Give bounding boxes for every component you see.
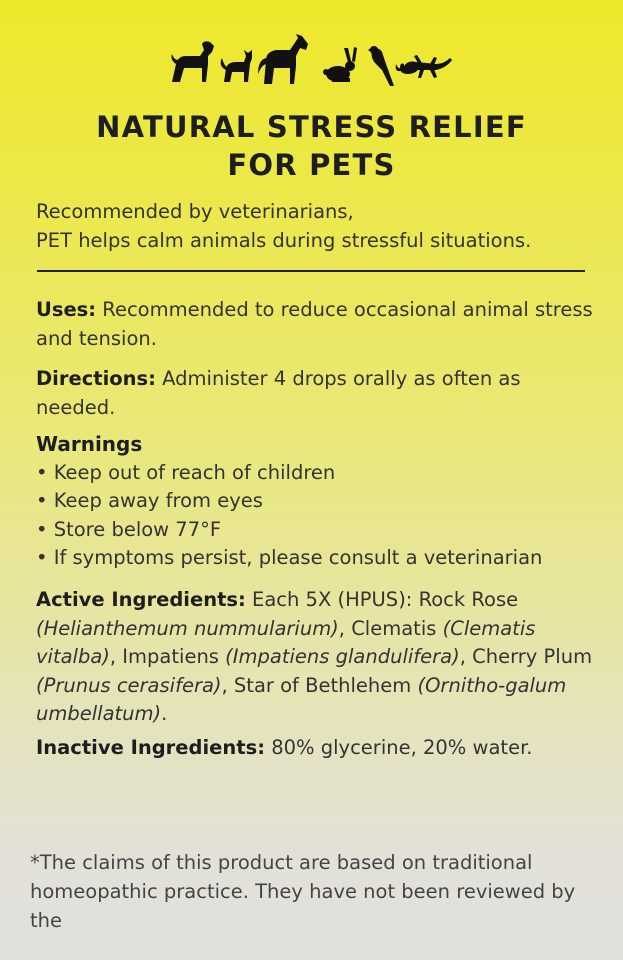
footer-disclaimer: *The claims of this product are based on traditional homeopathic practice. They have not been reviewed by the (30, 851, 576, 932)
horse-icon (258, 34, 308, 84)
intro-line-1: Recommended by veterinarians, (36, 200, 354, 223)
title-line-1: NATURAL STRESS RELIEF (96, 110, 527, 144)
active-text-1: Each 5X (HPUS): Rock Rose (245, 588, 519, 611)
dog-icon (172, 41, 215, 82)
warning-item: • If symptoms persist, please consult a veterinarian (36, 544, 606, 573)
bird-icon (368, 46, 394, 86)
cat-icon (221, 50, 252, 82)
lizard-icon (396, 55, 452, 78)
warning-item: • Keep away from eyes (36, 487, 606, 516)
warning-item: • Keep out of reach of children (36, 459, 606, 488)
inactive-text: 80% glycerine, 20% water. (265, 736, 533, 759)
active-text-3: , Impatiens (109, 645, 226, 668)
title-line-2: FOR PETS (227, 148, 396, 182)
intro-text (36, 197, 616, 255)
latin-name-1: (Helianthemum nummularium) (36, 616, 339, 640)
inactive-ingredients-label: Inactive Ingredients: (36, 736, 266, 759)
uses-section (36, 296, 606, 353)
warnings-section (36, 430, 606, 573)
latin-name-2: (Clematis vitalba) (36, 616, 536, 668)
warnings-heading: Warnings (36, 432, 143, 456)
directions-section (36, 365, 606, 422)
active-ingredients-label: Active Ingredients: (36, 588, 246, 611)
latin-name-3: (Impatiens glandulifera) (225, 645, 460, 668)
rabbit-icon (323, 47, 357, 82)
uses-text: Recommended to reduce occasional animal stress and tension. (36, 298, 593, 350)
active-text-5: , Star of Bethlehem (221, 673, 418, 697)
active-text-4: , Cherry Plum (459, 645, 593, 668)
divider (37, 270, 585, 272)
warning-item: • Store below 77°F (36, 516, 606, 545)
animal-icons-row (168, 30, 458, 90)
active-text-6: . (161, 702, 168, 725)
active-ingredients-section (36, 586, 606, 729)
uses-label: Uses: (36, 298, 97, 321)
active-text-2: , Clematis (338, 616, 443, 640)
directions-text: Administer 4 drops orally as often as needed. (36, 367, 521, 419)
directions-label: Directions: (36, 367, 156, 390)
latin-name-4: (Prunus cerasifera) (36, 673, 222, 697)
latin-name-5: (Ornitho-galum umbellatum) (36, 673, 567, 725)
intro-line-2: PET helps calm animals during stressful situations. (36, 229, 532, 252)
warnings-list (36, 459, 606, 573)
inactive-ingredients-section (36, 734, 606, 763)
